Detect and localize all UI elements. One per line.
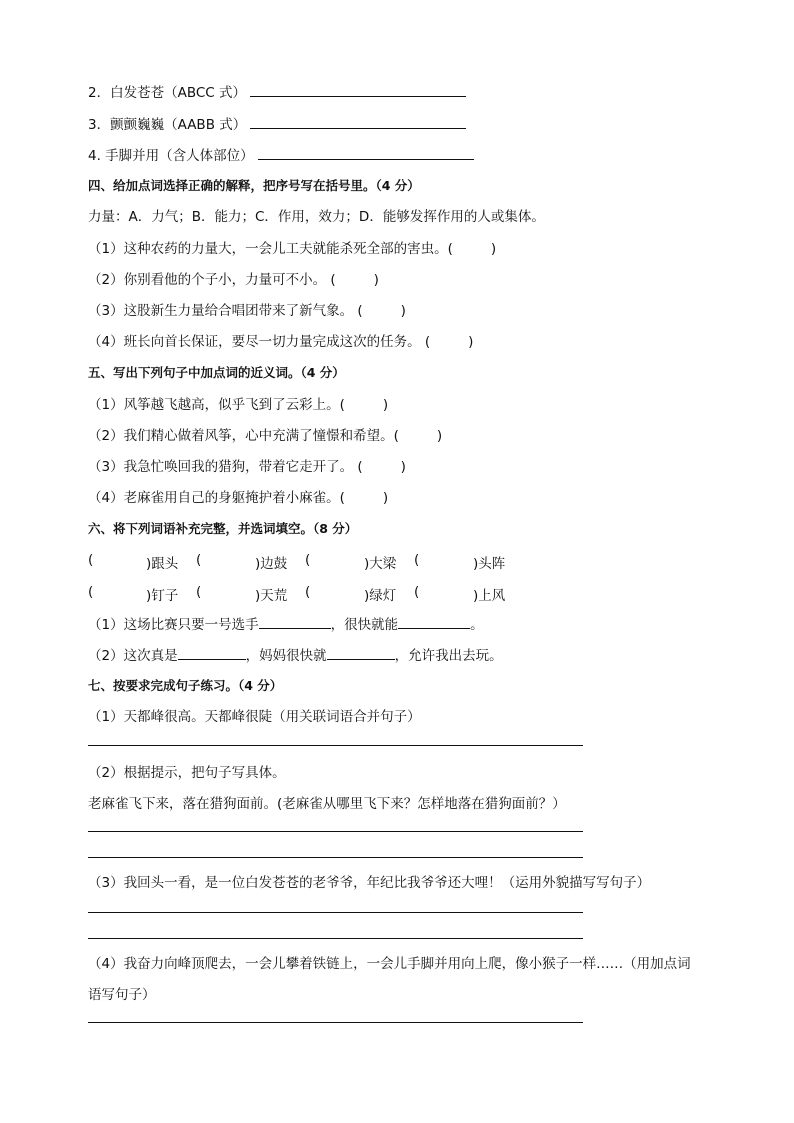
- q3-item-2-text: 2．白发苍苍（ABCC 式）: [88, 85, 246, 101]
- answer-line[interactable]: [88, 1022, 583, 1023]
- fill-blank[interactable]: [178, 646, 246, 660]
- idiom-cell[interactable]: )大梁: [364, 556, 397, 572]
- section4-item: [88, 333, 473, 351]
- close-paren: ): [382, 397, 389, 413]
- section7-q2: （2）根据提示，把句子写具体。: [88, 765, 286, 781]
- idiom-cell[interactable]: )绿灯: [364, 588, 397, 604]
- section7-q1: （1）天都峰很高。天都峰很陡（用关联词语合并句子）: [88, 709, 421, 725]
- idiom-open-paren: (: [88, 584, 94, 600]
- answer-line[interactable]: [88, 831, 583, 832]
- answer-blank[interactable]: [258, 146, 474, 160]
- idiom-open-paren: (: [196, 552, 202, 568]
- q3-item-4-text: 4. 手脚并用（含人体部位）: [88, 148, 254, 164]
- fill-blank[interactable]: [398, 615, 470, 629]
- close-paren: ): [400, 459, 406, 475]
- item-text: （4）老麻雀用自己的身躯掩护着小麻雀。(: [88, 490, 345, 506]
- fill-blank[interactable]: [259, 615, 331, 629]
- section7-q3: （3）我回头一看，是一位白发苍苍的老爷爷，年纪比我爷爷还大哩！（运用外貌描写写句子）: [88, 875, 651, 891]
- fill-text: ，妈妈很快就: [245, 648, 327, 664]
- section4-title: 四、给加点词选择正确的解释，把序号写在括号里。（4 分）: [88, 178, 420, 193]
- close-paren: ): [373, 272, 379, 288]
- close-paren: ): [468, 334, 474, 350]
- section7-q4-line1: （4）我奋力向峰顶爬去，一会儿攀着铁链上，一会儿手脚并用向上爬，像小猴子一样……（用加点词: [88, 956, 691, 972]
- answer-blank[interactable]: [250, 83, 466, 97]
- close-paren: ): [490, 241, 497, 257]
- item-text: （1）这种农药的力量大，一会儿工夫就能杀死全部的害虫。(: [88, 241, 453, 257]
- idiom-cell[interactable]: )钉子: [146, 588, 179, 604]
- idiom-cell[interactable]: )上风: [473, 588, 506, 604]
- fill-text: ，很快就能: [330, 617, 399, 633]
- idiom-cell[interactable]: )天荒: [255, 588, 288, 604]
- item-text: （3）我急忙唤回我的猎狗，带着它走开了。 (: [88, 459, 363, 475]
- q3-item-3: [88, 115, 466, 134]
- section5-title: 五、写出下列句子中加点词的近义词。（4 分）: [88, 365, 345, 380]
- q3-item-3-text: 3．颤颤巍巍（AABB 式）: [88, 117, 247, 133]
- answer-blank[interactable]: [250, 115, 466, 129]
- section4-item: [88, 302, 406, 320]
- fill-text: （1）这场比赛只要一号选手: [88, 617, 259, 633]
- item-text: （2）你别看他的个子小，力量可不小。 (: [88, 272, 336, 288]
- answer-line[interactable]: [88, 745, 583, 746]
- section7-title: 七、按要求完成句子练习。（4 分）: [88, 678, 283, 693]
- item-text: （3）这股新生力量给合唱团带来了新气象。 (: [88, 303, 363, 319]
- section4-item: [88, 240, 496, 258]
- section5-item: [88, 396, 388, 414]
- answer-line[interactable]: [88, 857, 583, 858]
- fill-text: （2）这次真是: [88, 648, 178, 664]
- q3-item-2: [88, 83, 466, 102]
- answer-line[interactable]: [88, 912, 583, 913]
- close-paren: ): [400, 303, 406, 319]
- idiom-open-paren: (: [414, 584, 420, 600]
- section5-item: [88, 458, 406, 476]
- idiom-open-paren: (: [88, 552, 94, 568]
- answer-line[interactable]: [88, 938, 583, 939]
- idiom-cell[interactable]: )边鼓: [255, 556, 288, 572]
- section4-item: [88, 271, 379, 289]
- item-text: （4）班长向首长保证，要尽一切力量完成这次的任务。 (: [88, 334, 431, 350]
- section4-definitions: 力量：A．力气；B．能力；C．作用，效力；D．能够发挥作用的人或集体。: [88, 209, 545, 225]
- section6-title: 六、将下列词语补充完整，并选词填空。（8 分）: [88, 521, 358, 536]
- q3-item-4: [88, 146, 474, 165]
- item-text: （2）我们精心做着风筝，心中充满了憧憬和希望。(: [88, 428, 399, 444]
- fill-text: ，允许我出去玩。: [394, 648, 503, 664]
- fill-text: 。: [470, 617, 484, 633]
- fill-sentence-2: [88, 646, 503, 665]
- idiom-open-paren: (: [196, 584, 202, 600]
- idiom-cell[interactable]: )头阵: [473, 556, 506, 572]
- section5-item: [88, 427, 442, 445]
- section5-item: [88, 489, 388, 507]
- section7-q2-sentence: 老麻雀飞下来，落在猎狗面前。(老麻雀从哪里飞下来？怎样地落在猎狗面前？）: [88, 796, 566, 812]
- idiom-open-paren: (: [305, 552, 311, 568]
- fill-blank[interactable]: [327, 646, 395, 660]
- close-paren: ): [436, 428, 443, 444]
- close-paren: ): [382, 490, 389, 506]
- idiom-open-paren: (: [305, 584, 311, 600]
- item-text: （1）风筝越飞越高，似乎飞到了云彩上。(: [88, 397, 345, 413]
- fill-sentence-1: [88, 615, 484, 634]
- section7-q4-line2: 语写句子）: [88, 987, 156, 1003]
- idiom-open-paren: (: [414, 552, 420, 568]
- idiom-cell[interactable]: )跟头: [146, 556, 179, 572]
